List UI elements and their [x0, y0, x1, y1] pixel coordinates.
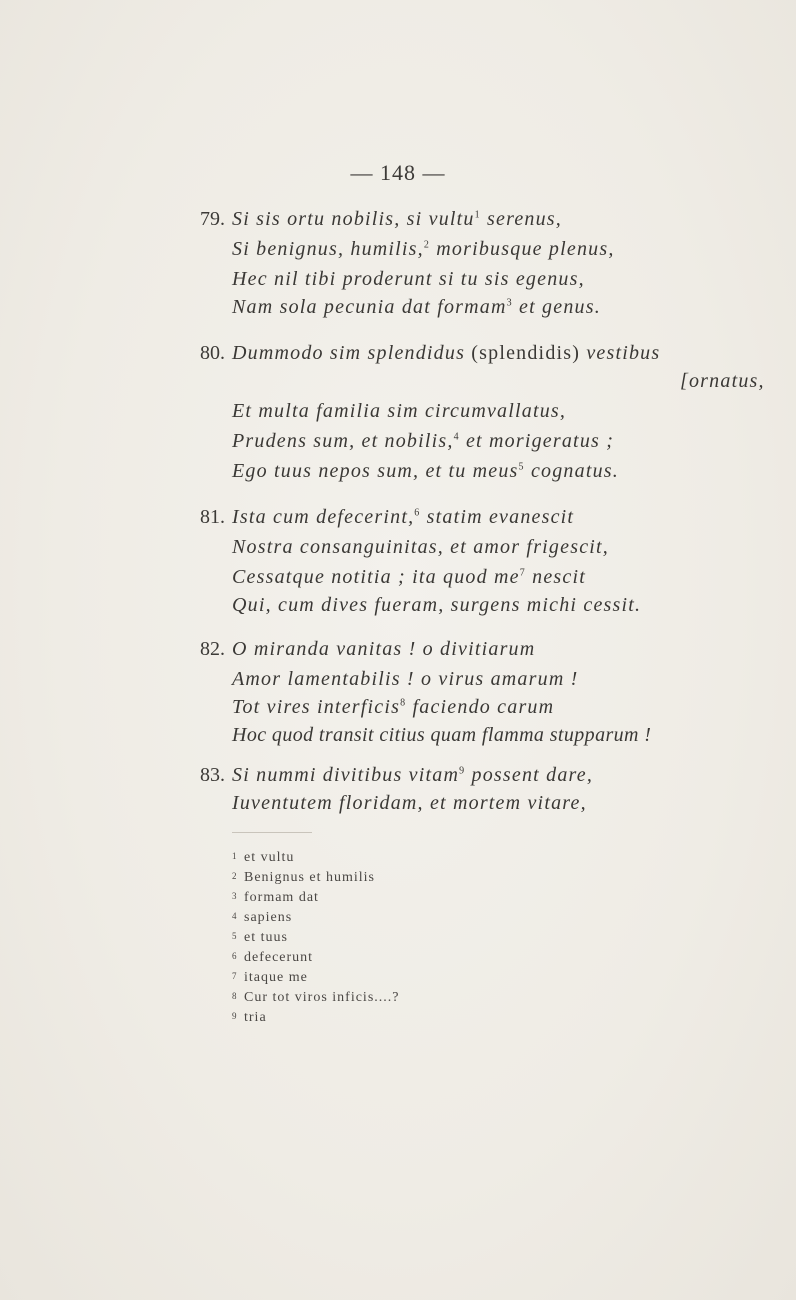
page-number: — 148 —: [350, 160, 446, 185]
verse-line: Si sis ortu nobilis, si vultu$^1$ serenus,: [232, 208, 562, 230]
footnote: 2 Benignus et humilis: [232, 870, 375, 885]
verse-line: Si nummi divitibus vitam$^9$ possent dare,: [232, 764, 594, 786]
verse-line: Amor lamentabilis ! o virus amarum !: [232, 668, 579, 690]
footnote: 9 tria: [232, 1010, 267, 1025]
verse-line: Qui, cum dives fueram, surgens michi cessit.: [232, 594, 642, 616]
stanza-number: 80.: [200, 342, 225, 364]
footnote: 6 defecerunt: [232, 950, 314, 965]
footnote: 7 itaque me: [232, 970, 308, 985]
footnote: 8 Cur tot viros inficis....?: [232, 990, 400, 1005]
verse-line: Ista cum defecerint,$^6$ statim evanescit: [232, 506, 575, 528]
verse-line: Et multa familia sim circumvallatus,: [232, 400, 567, 422]
verse-line: Ego tuus nepos sum, et tu meus$^5$ cognatus.: [232, 460, 619, 482]
footnote-rule: [232, 832, 312, 833]
verse-line: Prudens sum, et nobilis,$^4$ et morigeratus ;: [232, 430, 615, 452]
verse-line: Hec nil tibi proderunt si tu sis egenus,: [232, 268, 585, 290]
stanza-number: 83.: [200, 764, 225, 786]
stanza-number: 81.: [200, 506, 225, 528]
verse-line: Nostra consanguinitas, et amor frigescit,: [232, 536, 609, 558]
verse-line: Hoc quod transit citius quam flamma stupparum !: [232, 724, 652, 746]
verse-line-continuation: [ornatus,: [680, 370, 765, 392]
verse-line: Tot vires interficis$^8$ faciendo carum: [232, 696, 555, 718]
verse-line: O miranda vanitas ! o divitiarum: [232, 638, 536, 660]
verse-line: Iuventutem floridam, et mortem vitare,: [232, 792, 587, 814]
footnote: 5 et tuus: [232, 930, 288, 945]
verse-line: Cessatque notitia ; ita quod $me^7$ nescit: [232, 566, 587, 588]
footnote: 3 formam dat: [232, 890, 319, 905]
footnote: 4 sapiens: [232, 910, 293, 925]
verse-line: Nam sola pecunia dat formam$^3$ et genus.: [232, 296, 601, 318]
footnote: 1 et vultu: [232, 850, 295, 865]
stanza-number: 82.: [200, 638, 225, 660]
verse-line: Si benignus, humilis,$^2$ moribusque plenus,: [232, 238, 615, 260]
verse-line: Dummodo sim splendidus (splendidis) vestibus: [232, 342, 661, 364]
stanza-number: 79.: [200, 208, 225, 230]
